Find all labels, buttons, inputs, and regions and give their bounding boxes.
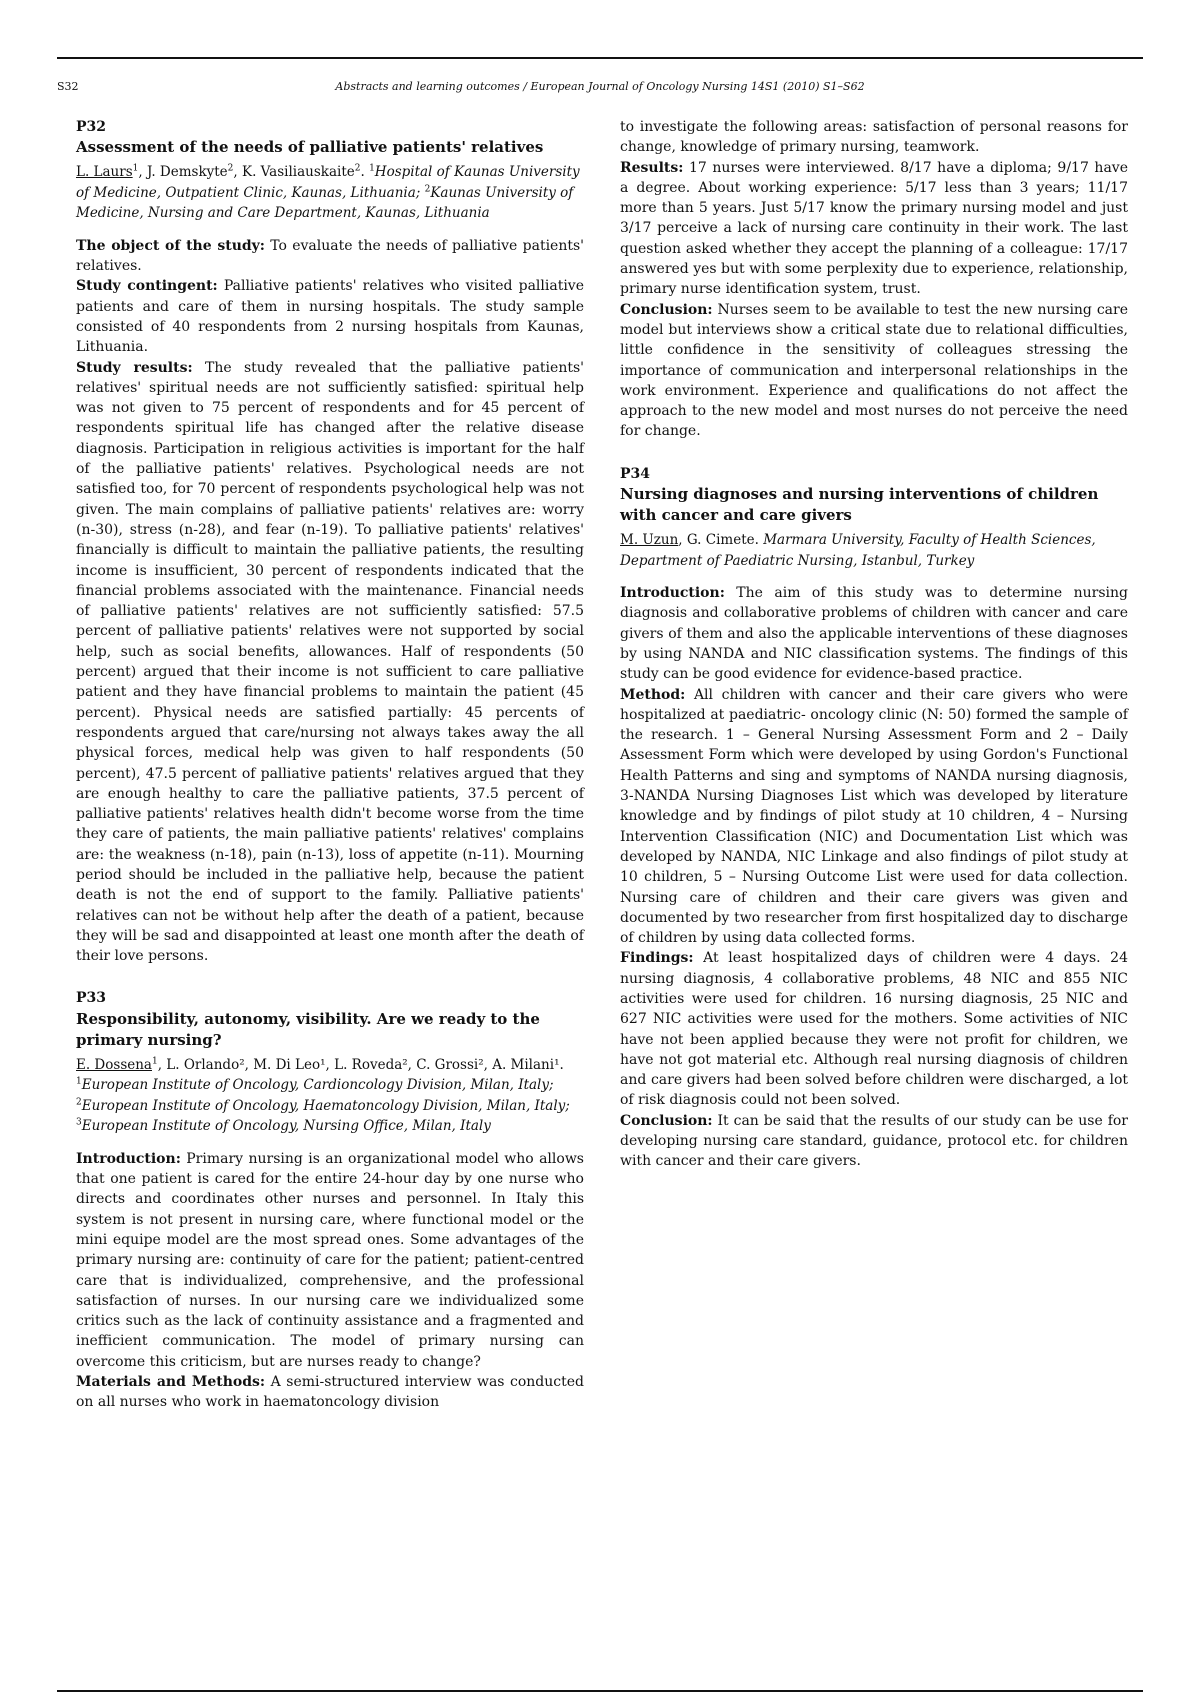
presenting-author: L. Laurs <box>76 164 133 181</box>
section-label: Results: <box>620 159 684 176</box>
section-label: Conclusion: <box>620 301 713 318</box>
section-label: Introduction: <box>620 585 725 602</box>
abstract-p33-continued <box>620 117 1128 442</box>
abstract-p33 <box>76 988 584 1412</box>
continued-text: to investigate the following areas: satisfaction of personal reasons for change, knowledge of primary nursing, teamwork. <box>620 119 1128 156</box>
page-number: S32 <box>57 80 79 93</box>
affiliation: Marmara University, Faculty of Health Sciences, Department of Paediatric Nursing, Istanbul, Turkey <box>620 532 1096 569</box>
presenting-author: M. Uzun <box>620 532 679 549</box>
author-list: L. Laurs$^1$, J. Demskyte$^2$, K. Vasiliauskaite$^2$. $^1$Hospital of Kaunas University of Medicine, Outpatient Clinic, Kaunas, Lithuania; $^2$Kaunas University of Medicine, Nursing and Care Department, Kaunas, Lithuania <box>76 163 580 222</box>
left-column <box>76 117 584 1413</box>
section-paragraph: Introduction: Primary nursing is an organizational model who allows that one patient is cared for the entire 24-hour day by one nurse who directs and coordinates other nurses and personnel. In Italy this system is not present in nursing care, where functional model or the mini equipe model are the most spread ones. Some advantages of the primary nursing are: continuity of care for the patient; patient-centred care that is individualized, comprehensive, and the professional satisfaction of nurses. In our nursing care we individualized some critics such as the lack of continuity assistance and a fragmented and inefficient communication. The model of primary nursing can overcome this criticism, but are nurses ready to change? <box>76 1150 584 1370</box>
abstract-id: P33 <box>76 990 107 1007</box>
abstract-id: P32 <box>76 119 107 135</box>
section-paragraph: Conclusion: It can be said that the results of our study can be use for developing nursing care standard, guidance, protocol etc. for children with cancer and their care givers. <box>620 1112 1128 1170</box>
author-list: E. Dossena$^1$, L. Orlando², M. Di Leo¹, L. Roveda², C. Grossi², A. Milani¹. $^1$European Institute of Oncology, Cardioncology Division, Milan, Italy; $^2$European Institute of Oncology, Haematoncology Division, Milan, Italy; $^3$European Institute of Oncology, Nursing Office, Milan, Italy <box>76 1056 570 1135</box>
section-paragraph: Method: All children with cancer and their care givers who were hospitalized at paediatric- oncology clinic (N: 50) formed the sample of the research. 1 – General Nursing Assessment Form and 2 – Daily Assessment Form which were developed by using Gordon's Functional Health Patterns and sing and symptoms of NANDA nursing diagnosis, 3-NANDA Nursing Diagnoses List which was developed by literature knowledge and by findings of pilot study at 10 children, 4 – Nursing Intervention Classification (NIC) and Documentation List which was developed by NANDA, NIC Linkage and also findings of pilot study at 10 children, 5 – Nursing Outcome List were used for data collection. Nursing care of children and their care givers was given and documented by two researcher from first hospitalized day to discharge of children by using data collected forms. <box>620 686 1128 947</box>
bottom-rule <box>57 1690 1143 1692</box>
abstract-title: Assessment of the needs of palliative patients' relatives <box>76 138 544 157</box>
affiliation: Kaunas University of Medicine, Nursing and Care Department, Kaunas, Lithuania <box>76 184 574 222</box>
section-label: Introduction: <box>76 1150 181 1167</box>
section-paragraph: Study results: The study revealed that the palliative patients' relatives' spiritual needs are not sufficiently satisfied: spiritual help was not given to 75 percent of respondents and for 45 percent of respondents spiritual life has changed after the relative disease diagnosis. Participation in religious activities is important for the half of the palliative patients' relatives. Psychological needs are not satisfied too, for 70 percent of respondents psychological help was not given. The main complains of palliative patients' relatives are: worry (n-30), stress (n-28), and fear (n-19). To palliative patients' relatives' financially is difficult to maintain the palliative patients, the resulting income is insufficient, 30 percent of respondents indicated that the financial problems associated with the maintenance. Financial needs of palliative patients' relatives are not sufficiently satisfied: 57.5 percent of palliative patients' relatives were not supported by social help, such as social benefits, allowances. Half of respondents (50 percent) argued that their income is not sufficient to care palliative patient and they have financial problems to maintain the patient (45 percent). Physical needs are satisfied partially: 45 percents of respondents argued that care/nursing not always takes away the all physical forces, medical help was given to half respondents (50 percent), 47.5 percent of palliative patients' relatives argued that they are enough healthy to care the palliative patients, 37.5 percent of palliative patients' relatives health didn't become worse from the time they care of patients, the main palliative patients' relatives' complains are: the weakness (n-18), pain (n-13), loss of appetite (n-11). Mourning period should be included in the palliative help, because the patient death is not the end of support to the family. Palliative patients' relatives can not be without help after the death of a patient, because they will be sad and disappointed at least one month after the death of their love persons. <box>76 359 584 965</box>
abstract-title: Nursing diagnoses and nursing interventions of children with cancer and care givers <box>620 485 1099 525</box>
affiliation: European Institute of Oncology, Cardioncology Division, Milan, Italy; <box>81 1077 554 1094</box>
section-paragraph: Materials and Methods: A semi-structured interview was conducted on all nurses who work in haematoncology division <box>76 1374 584 1411</box>
abstract-title: Responsibility, autonomy, visibility. Are we ready to the primary nursing? <box>76 1009 540 1049</box>
section-label: Method: <box>620 686 686 703</box>
author-list: M. Uzun, G. Cimete. Marmara University, Faculty of Health Sciences, Department of Paediatric Nursing, Istanbul, Turkey <box>620 532 1096 569</box>
section-paragraph: Findings: At least hospitalized days of children were 4 days. 24 nursing diagnosis, 4 collaborative problems, 48 NIC and 855 NIC activities were used for children. 16 nursing diagnosis, 25 NIC and 627 NIC activities were used for the mothers. Some activities of NIC have not been applied because they were not profit for children, we have not got material etc. Although real nursing diagnosis of children and care givers had been solved before children were discharged, a lot of risk diagnosis could not been solved. <box>620 950 1128 1109</box>
section-label: Conclusion: <box>620 1112 713 1129</box>
top-rule <box>57 57 1143 59</box>
journal-title: Abstracts and learning outcomes / European Journal of Oncology Nursing 14S1 (2010) S1–S62 <box>335 80 865 93</box>
section-label: Study contingent: <box>76 278 218 295</box>
section-label: Study results: <box>76 359 193 376</box>
section-paragraph: The object of the study: To evaluate the needs of palliative patients' relatives. <box>76 237 585 275</box>
section-label: Materials and Methods: <box>76 1374 266 1391</box>
section-label: Findings: <box>620 950 694 967</box>
section-paragraph: Conclusion: Nurses seem to be available to test the new nursing care model but interviews show a critical state due to relational difficulties, little confidence in the sensitivity of colleagues stressing the importance of communication and interpersonal relationships in the work environment. Experience and qualifications do not affect the approach to the new model and most nurses do not perceive the need for change. <box>620 301 1128 440</box>
abstract-p32 <box>76 117 584 966</box>
section-paragraph: Study contingent: Palliative patients' relatives who visited palliative patients and care of them in nursing hospitals. The study sample consisted of 40 respondents from 2 nursing hospitals from Kaunas, Lithuania. <box>76 278 584 356</box>
running-header <box>57 80 1143 100</box>
section-paragraph: Introduction: The aim of this study was to determine nursing diagnosis and collaborative problems of children with cancer and care givers of them and also the applicable interventions of these diagnoses by using NANDA and NIC classification systems. The findings of this study can be good evidence for evidence-based practice. <box>620 585 1128 683</box>
affiliation: European Institute of Oncology, Nursing Office, Milan, Italy <box>81 1118 491 1135</box>
presenting-author: E. Dossena <box>76 1056 152 1073</box>
abstract-id: P34 <box>620 465 651 482</box>
affiliation: European Institute of Oncology, Haematoncology Division, Milan, Italy; <box>81 1097 570 1114</box>
abstract-p34 <box>620 464 1128 1172</box>
affiliation: Hospital of Kaunas University of Medicine, Outpatient Clinic, Kaunas, Lithuania; <box>76 164 580 201</box>
right-column <box>620 117 1128 1172</box>
section-label: The object of the study: <box>76 237 265 254</box>
section-paragraph: Results: 17 nurses were interviewed. 8/17 have a diploma; 9/17 have a degree. About working experience: 5/17 less than 3 years; 11/17 more than 5 years. Just 5/17 know the primary nursing model and just 3/17 perceive a lack of nursing care continuity in their work. The last question asked whether they accept the planning of a colleague: 17/17 answered yes but with some perplexity due to experience, relationship, primary nurse identification system, trust. <box>620 159 1128 298</box>
